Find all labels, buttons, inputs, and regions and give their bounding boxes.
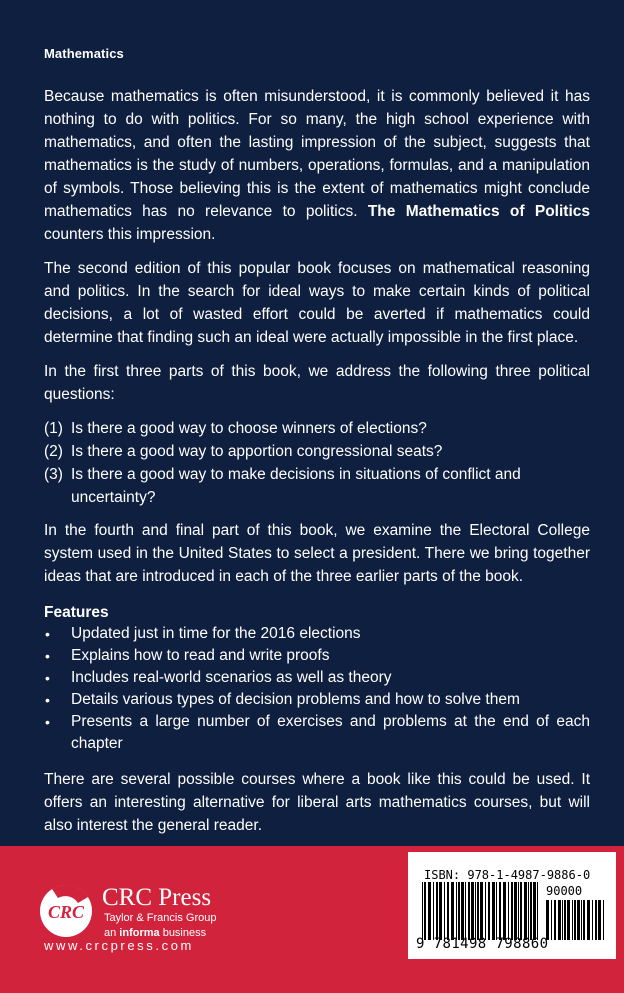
barcode-bar — [456, 882, 457, 940]
barcode-bar — [496, 882, 497, 940]
barcode-bar — [468, 882, 470, 940]
barcode-bar — [480, 882, 483, 940]
intro-text-before: Because mathematics is often misunderstood, it is commonly believed it has nothing to do with politics. For so many, the high school experience with mathematics, and often the lasting impression of the subject, suggests that mathematics is the study of numbers, operations, formulas, and a manipulation of symbols. Those believing this is the extent of mathematics might conclude mathematics has no relevance to politics. — [44, 88, 590, 220]
bullet-icon: • — [45, 648, 50, 664]
feature-text: Updated just in time for the 2016 elections — [71, 625, 361, 642]
feature-text: Explains how to read and write proofs — [71, 647, 330, 664]
price-code: 90000 — [546, 884, 583, 898]
barcode-bar — [518, 882, 519, 940]
barcode-bar — [503, 882, 506, 940]
feature-item — [44, 711, 590, 755]
question-number: (1) — [44, 420, 63, 437]
intro-paragraph — [44, 85, 590, 246]
barcode-bar — [533, 882, 536, 940]
barcode-bar — [422, 882, 423, 940]
barcode-bar — [511, 882, 513, 940]
question-item — [44, 417, 590, 440]
barcode — [408, 852, 616, 959]
barcode-bar — [564, 900, 566, 940]
feature-text: Includes real-world scenarios as well as theory — [71, 669, 392, 686]
book-title: The Mathematics of Politics — [367, 203, 590, 220]
isbn-text: ISBN: 978-1-4987-9886-0 — [424, 868, 591, 882]
barcode-digits: 9 781498 798860 — [416, 936, 549, 952]
barcode-bar — [574, 900, 576, 940]
barcode-bar — [537, 882, 538, 940]
barcode-bar — [595, 900, 597, 940]
publisher-name: CRC Press — [102, 884, 212, 911]
features-heading: Features — [44, 604, 109, 621]
barcode-bar — [587, 900, 590, 940]
feature-item — [44, 689, 590, 711]
bullet-icon: • — [45, 692, 50, 708]
question-text: Is there a good way to make decisions in situations of conflict and uncertainty? — [71, 466, 521, 506]
barcode-bar — [572, 900, 573, 940]
barcode-bar — [520, 882, 522, 940]
barcode-bar — [475, 882, 476, 940]
barcode-bar — [592, 900, 593, 940]
barcode-bar — [528, 882, 529, 940]
barcode-bar — [524, 882, 527, 940]
barcode-bar — [471, 882, 474, 940]
fourth-paragraph: In the fourth and final part of this book, we examine the Electoral College system used in the United States to select a president. There we bring together ideas that are introduced in each of the three earlier parts of the book. — [44, 522, 590, 585]
barcode-bar — [477, 882, 479, 940]
barcode-bar — [598, 900, 601, 940]
business-brand: informa — [119, 927, 160, 939]
bullet-icon: • — [45, 714, 50, 730]
closing-paragraph: There are several possible courses where a book like this could be used. It offers an interesting alternative for liberal arts mathematics courses, but will also interest the general reader. — [44, 771, 590, 834]
barcode-bar — [485, 882, 486, 940]
barcode-bar — [530, 882, 532, 940]
second-paragraph: The second edition of this popular book focuses on mathematical reasoning and politics. In the search for ideal ways to make certain kinds of political decisions, a lot of wasted effort could be averted if mathematics could determine that finding such an ideal were actually impossible in the first place. — [44, 260, 590, 346]
business-suffix: business — [159, 927, 207, 939]
question-item — [44, 440, 590, 463]
question-text: Is there a good way to apportion congressional seats? — [71, 443, 443, 460]
barcode-bar — [583, 900, 585, 940]
third-paragraph: In the first three parts of this book, we address the following three political questions: — [44, 363, 590, 403]
barcode-bar — [433, 882, 434, 940]
business-prefix: an — [104, 927, 120, 939]
barcode-bar — [567, 900, 570, 940]
bullet-icon: • — [45, 626, 50, 642]
barcode-bar — [554, 900, 556, 940]
publisher-group: Taylor & Francis Group — [104, 912, 217, 924]
barcode-bar — [444, 882, 445, 940]
barcode-bars-main — [422, 882, 540, 940]
barcode-bar — [562, 900, 563, 940]
question-item — [44, 463, 590, 509]
category-label: Mathematics — [44, 46, 124, 61]
barcode-bar — [508, 882, 509, 940]
barcode-bar — [458, 882, 460, 940]
barcode-bar — [581, 900, 582, 940]
barcode-bar — [488, 882, 490, 940]
question-text: Is there a good way to choose winners of elections? — [71, 420, 427, 437]
barcode-bar — [461, 882, 464, 940]
barcode-bar — [436, 882, 438, 940]
barcode-bars-addon — [546, 900, 606, 940]
question-number: (3) — [44, 466, 63, 483]
question-number: (2) — [44, 443, 63, 460]
questions-list — [44, 417, 590, 509]
description-content — [44, 46, 590, 848]
barcode-bar — [577, 900, 580, 940]
logo-text: CRC — [47, 902, 85, 922]
barcode-bar — [603, 900, 604, 940]
intro-text-after: counters this impression. — [44, 226, 216, 243]
features-list — [44, 623, 590, 755]
publisher-url: www.crcpress.com — [44, 938, 194, 953]
feature-item — [44, 623, 590, 645]
barcode-bar — [492, 882, 495, 940]
barcode-bar — [499, 882, 501, 940]
barcode-bar — [428, 882, 431, 940]
feature-text: Details various types of decision problems and how to solve them — [71, 691, 520, 708]
barcode-bar — [546, 900, 549, 940]
barcode-bar — [451, 882, 454, 940]
barcode-bar — [447, 882, 449, 940]
barcode-bar — [558, 900, 561, 940]
feature-item — [44, 645, 590, 667]
barcode-bar — [514, 882, 517, 940]
barcode-bar — [551, 900, 552, 940]
bullet-icon: • — [45, 670, 50, 686]
barcode-bar — [424, 882, 426, 940]
feature-item — [44, 667, 590, 689]
barcode-bar — [465, 882, 466, 940]
feature-text: Presents a large number of exercises and problems at the end of each chapter — [71, 713, 590, 752]
crc-logo-icon — [38, 883, 94, 939]
barcode-bar — [439, 882, 442, 940]
